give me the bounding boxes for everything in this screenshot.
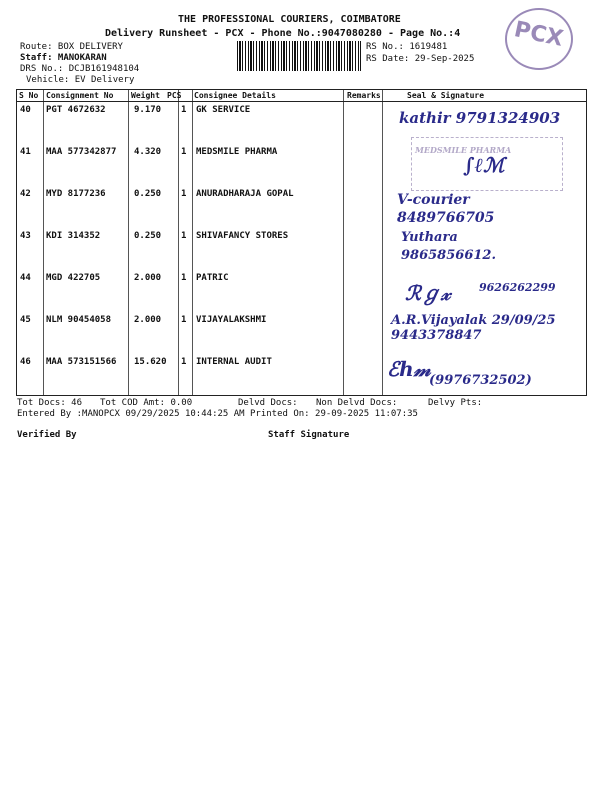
cell-pcs: 1 — [181, 315, 187, 325]
barcode — [237, 41, 361, 71]
non-delivered-docs: Non Delvd Docs: — [316, 398, 398, 408]
cell-consignee: PATRIC — [196, 273, 229, 283]
cell-pcs: 1 — [181, 273, 187, 283]
cell-sno: 40 — [20, 105, 31, 115]
staff-signature: Staff Signature — [268, 430, 350, 440]
cell-pcs: 1 — [181, 105, 187, 115]
page-title: Delivery Runsheet - PCX - Phone No.:9047080280 - Page No.:4 — [105, 28, 461, 39]
header-pcs: PCS — [167, 91, 182, 100]
cell-weight: 4.320 — [134, 147, 162, 157]
total-docs: Tot Docs: 46 — [17, 398, 83, 408]
entered-by: Entered By :MANOPCX 09/29/2025 10:44:25 AM — [17, 409, 245, 419]
staff-label: Staff: MANOKARAN — [20, 53, 107, 63]
handwritten-signature: kathir 9791324903 — [399, 109, 561, 127]
cell-weight: 15.620 — [134, 357, 167, 367]
cell-consignee: SHIVAFANCY STORES — [196, 231, 289, 241]
handwritten-signature: A.R.Vijayalak 29/09/25 9443378847 — [391, 313, 556, 343]
rs-number: RS No.: 1619481 — [366, 42, 448, 52]
handwritten-signature: Yuthara 9865856612. — [401, 230, 496, 263]
cell-sno: 41 — [20, 147, 31, 157]
cell-consignee: GK SERVICE — [196, 105, 251, 115]
header-consignment: Consignment No — [46, 91, 114, 100]
handwritten-phone: (9976732502) — [429, 373, 532, 388]
cell-pcs: 1 — [181, 231, 187, 241]
cell-sno: 46 — [20, 357, 31, 367]
cell-weight: 2.000 — [134, 315, 162, 325]
table-row — [17, 269, 586, 311]
cell-pcs: 1 — [181, 189, 187, 199]
pcx-stamp-text: PCX — [511, 17, 566, 52]
cell-sno: 45 — [20, 315, 31, 325]
handwritten-signature: ℰℎ𝓂 — [387, 357, 431, 381]
header-sno: S No — [19, 91, 39, 100]
total-cod-amount: Tot COD Amt: 0.00 — [100, 398, 193, 408]
cell-pcs: 1 — [181, 357, 187, 367]
cell-sno: 42 — [20, 189, 31, 199]
cell-weight: 2.000 — [134, 273, 162, 283]
table-row — [17, 353, 586, 395]
cell-consignment: MYD 8177236 — [46, 189, 106, 199]
cell-consignee: ANURADHARAJA GOPAL — [196, 189, 294, 199]
header-remarks: Remarks — [347, 91, 381, 100]
verified-by: Verified By — [17, 430, 77, 440]
printed-on: Printed On: 29-09-2025 11:07:35 — [250, 409, 418, 419]
cell-consignee: VIJAYALAKSHMI — [196, 315, 267, 325]
table-row — [17, 185, 586, 227]
cell-weight: 0.250 — [134, 231, 162, 241]
handwritten-signature: V-courier 8489766705 — [397, 192, 495, 226]
cell-consignee: INTERNAL AUDIT — [196, 357, 272, 367]
drs-number: DRS No.: DCJB161948104 — [20, 64, 140, 74]
handwritten-signature: ∫ℓℳ — [463, 153, 505, 177]
cell-sno: 44 — [20, 273, 31, 283]
cell-consignment: MAA 573151566 — [46, 357, 117, 367]
delivery-points: Delvy Pts: — [428, 398, 483, 408]
handwritten-signature: ℛℊ𝓍 — [405, 281, 451, 305]
vehicle-label: Vehicle: EV Delivery — [26, 75, 135, 85]
route-label: Route: BOX DELIVERY — [20, 42, 123, 52]
company-name: THE PROFESSIONAL COURIERS, COIMBATORE — [178, 14, 401, 25]
delivered-docs: Delvd Docs: — [238, 398, 298, 408]
table-row — [17, 227, 586, 269]
cell-consignment: PGT 4672632 — [46, 105, 106, 115]
cell-weight: 0.250 — [134, 189, 162, 199]
cell-weight: 9.170 — [134, 105, 162, 115]
runsheet-table — [16, 89, 587, 396]
faded-seal-text: MEDSMILE PHARMA — [415, 145, 512, 155]
cell-pcs: 1 — [181, 147, 187, 157]
header-weight: Weight — [131, 91, 160, 100]
cell-consignment: NLM 90454058 — [46, 315, 112, 325]
handwritten-phone: 9626262299 — [479, 281, 556, 294]
cell-consignment: MAA 577342877 — [46, 147, 117, 157]
cell-consignee: MEDSMILE PHARMA — [196, 147, 278, 157]
cell-sno: 43 — [20, 231, 31, 241]
rs-date: RS Date: 29-Sep-2025 — [366, 54, 475, 64]
cell-consignment: MGD 422705 — [46, 273, 101, 283]
header-seal: Seal & Signature — [407, 91, 485, 100]
table-row — [17, 143, 586, 185]
cell-consignment: KDI 314352 — [46, 231, 101, 241]
table-row — [17, 311, 586, 353]
header-consignee: Consignee Details — [194, 91, 276, 100]
